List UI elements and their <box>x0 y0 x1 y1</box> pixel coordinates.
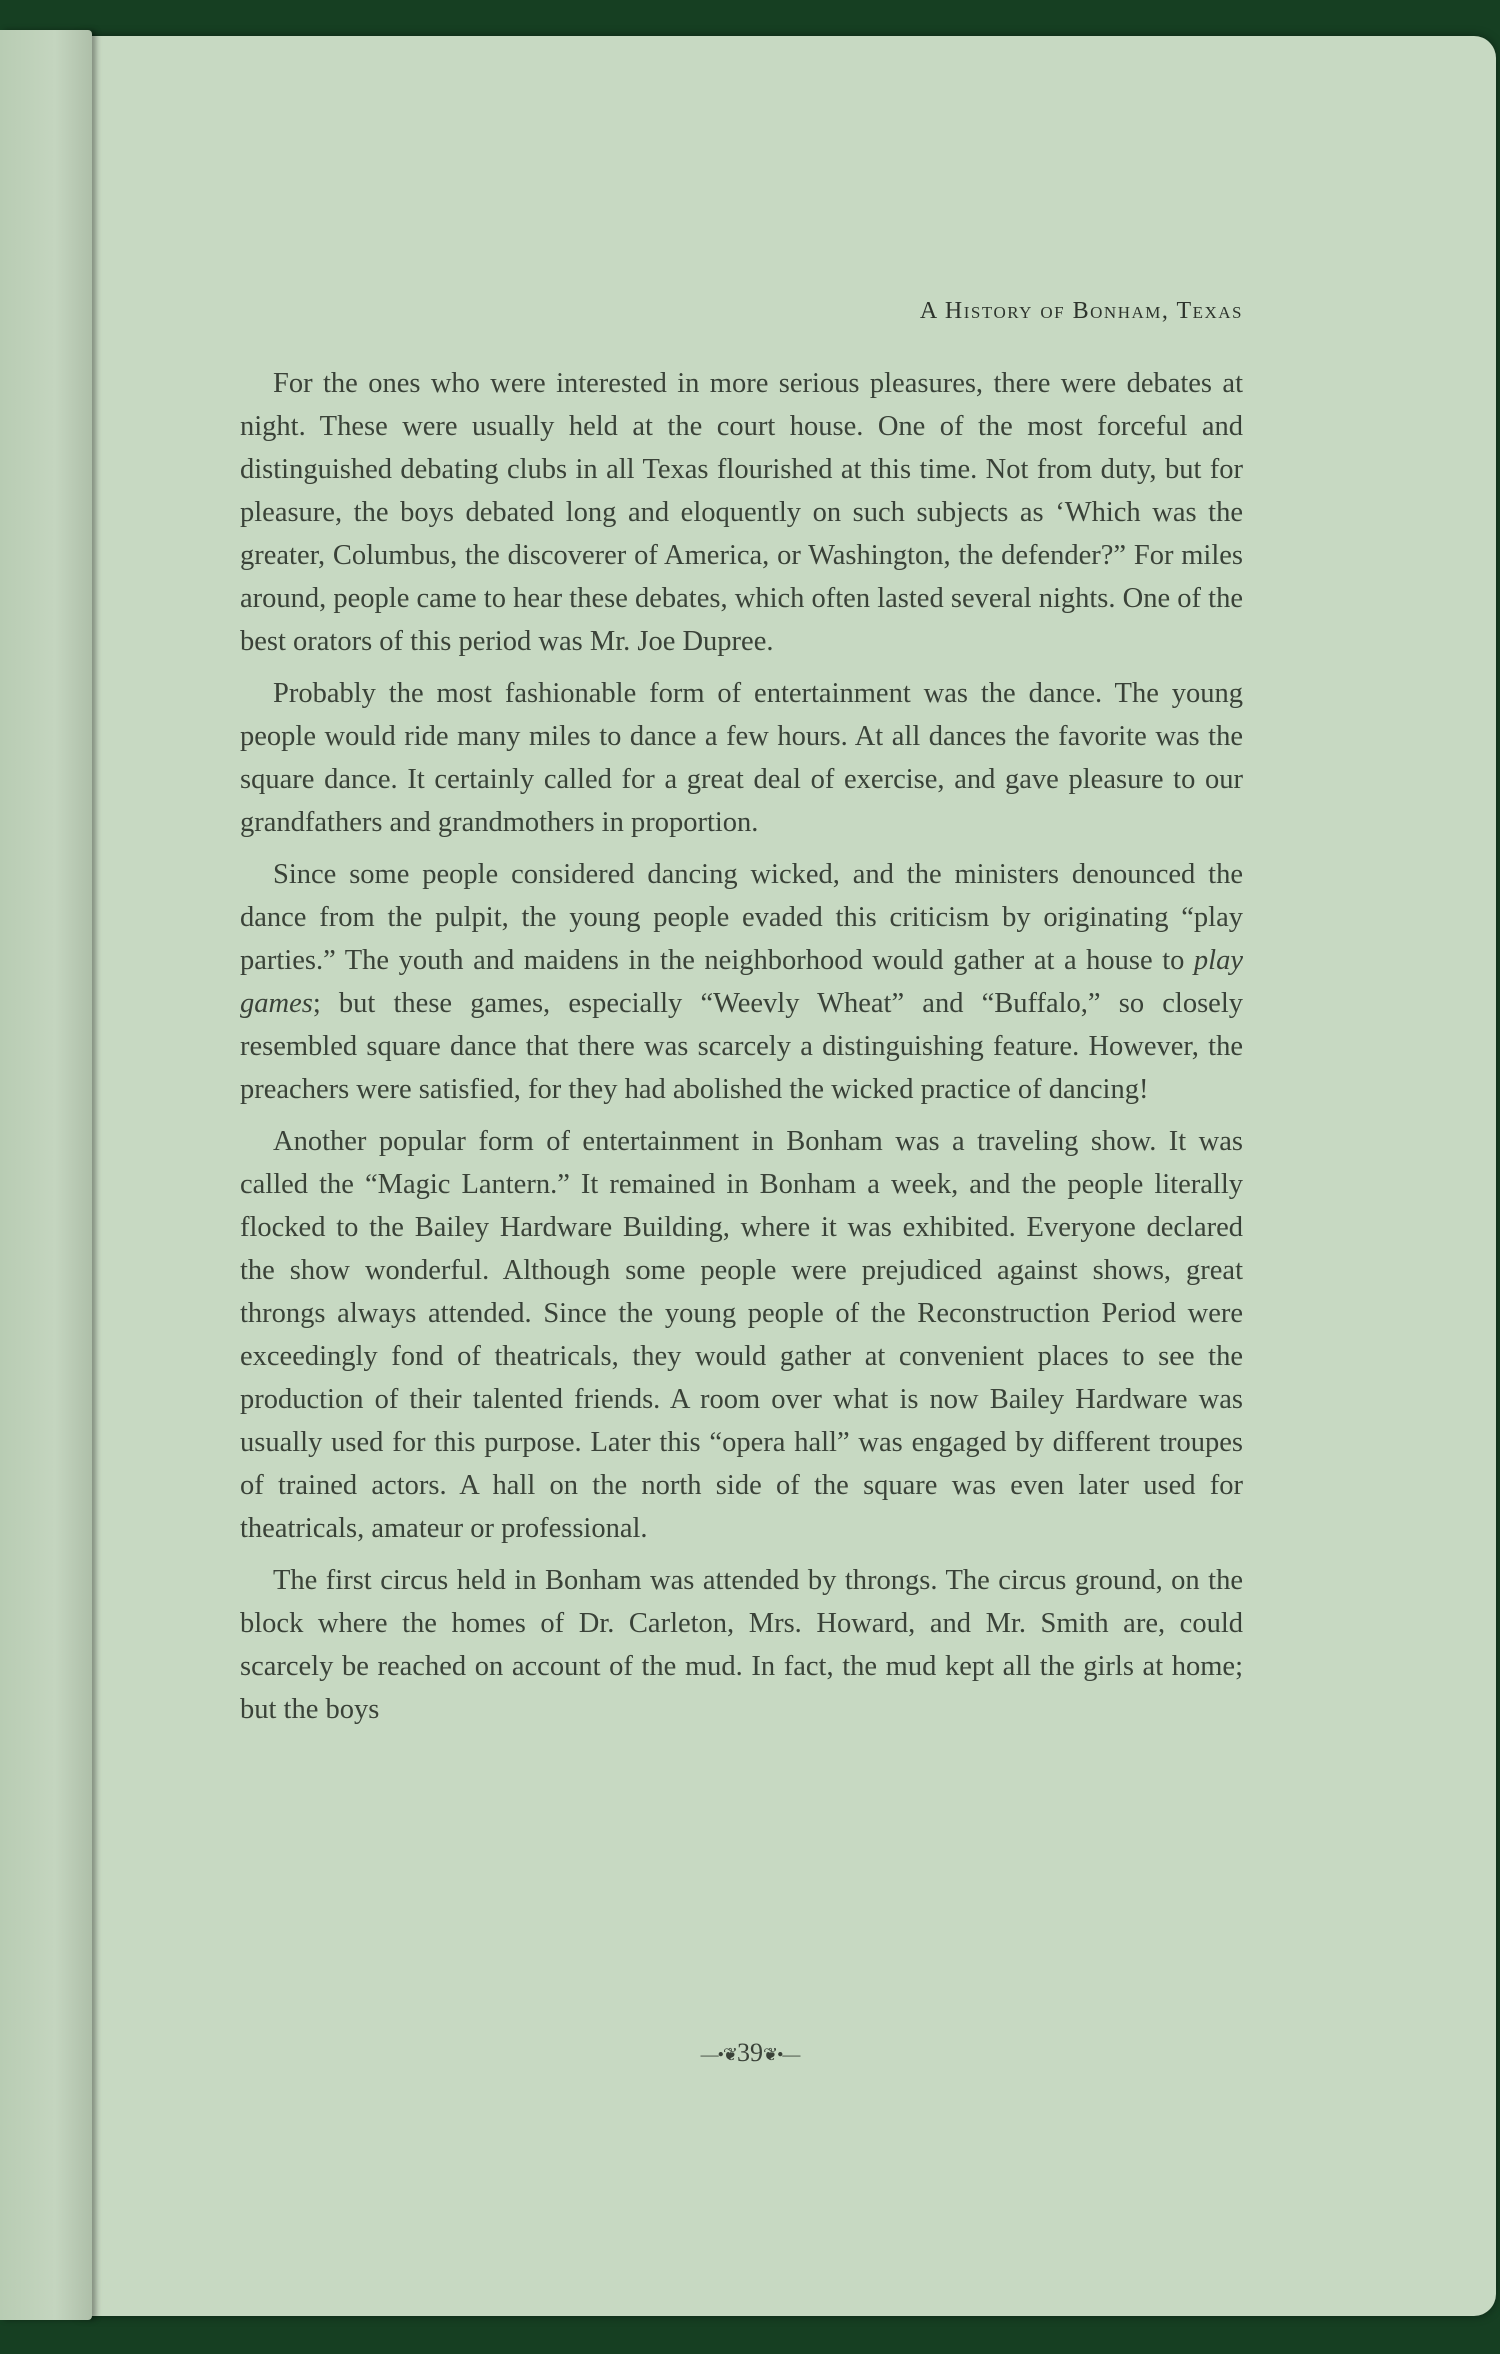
paragraph-magic-lantern: Another popular form of entertainment in Bonham was a traveling show. It was called the “Magic Lantern.” It remained in Bonham a week, and the people literally flocked to the Bailey Hardware Building, where it was exhibited. Everyone declared the show wonderful. Although some people were prejudiced against shows, great throngs always attended. Since the young people of the Reconstruction Period were exceedingly fond of theatricals, they would gather at convenient places to see the production of their talented friends. A room over what is now Bailey Hardware was usually used for this purpose. Later this “opera hall” was engaged by different troupes of trained actors. A hall on the north side of the square was even later used for theatricals, amateur or professional. <box>240 1126 1243 1544</box>
running-head: A History of Bonham, Texas <box>919 298 1243 324</box>
paragraph-play-parties <box>240 853 1243 1111</box>
body-text <box>240 362 1243 1740</box>
left-ornament-icon: —•❦ <box>700 2044 737 2065</box>
right-ornament-icon: ❦•— <box>763 2044 800 2065</box>
page-number <box>0 2038 1500 2068</box>
paragraph-play-parties-italic: play games <box>240 945 1243 1019</box>
book-spine <box>0 30 92 2320</box>
page-number-value: 39 <box>737 2038 763 2067</box>
paragraph-play-parties-text-a: Since some people considered dancing wicked, and the ministers denounced the dance from the pulpit, the young people evaded this criticism by originating “play parties.” The youth and maidens in the neighborhood would gather at a house to <box>240 859 1243 976</box>
paragraph-dance: Probably the most fashionable form of entertainment was the dance. The young people would ride many miles to dance a few hours. At all dances the favorite was the square dance. It certainly called for a great deal of exercise, and gave pleasure to our grandfathers and grandmothers in proportion. <box>240 678 1243 838</box>
paragraph-debates: For the ones who were interested in more serious pleasures, there were debates at night. These were usually held at the court house. One of the most forceful and distinguished debating clubs in all Texas flourished at this time. Not from duty, but for pleasure, the boys debated long and eloquently on such subjects as ‘Which was the greater, Columbus, the discoverer of America, or Washington, the defender?” For miles around, people came to hear these debates, which often lasted several nights. One of the best orators of this period was Mr. Joe Dupree. <box>240 368 1243 657</box>
paragraph-circus: The first circus held in Bonham was attended by throngs. The circus ground, on the block where the homes of Dr. Carleton, Mrs. Howard, and Mr. Smith are, could scarcely be reached on account of the mud. In fact, the mud kept all the girls at home; but the boys <box>240 1565 1243 1725</box>
paragraph-play-parties-text-b: ; but these games, especially “Weevly Wheat” and “Buffalo,” so closely resembled square dance that there was scarcely a distinguishing feature. However, the preachers were satisfied, for they had abolished the wicked practice of dancing! <box>240 988 1243 1105</box>
